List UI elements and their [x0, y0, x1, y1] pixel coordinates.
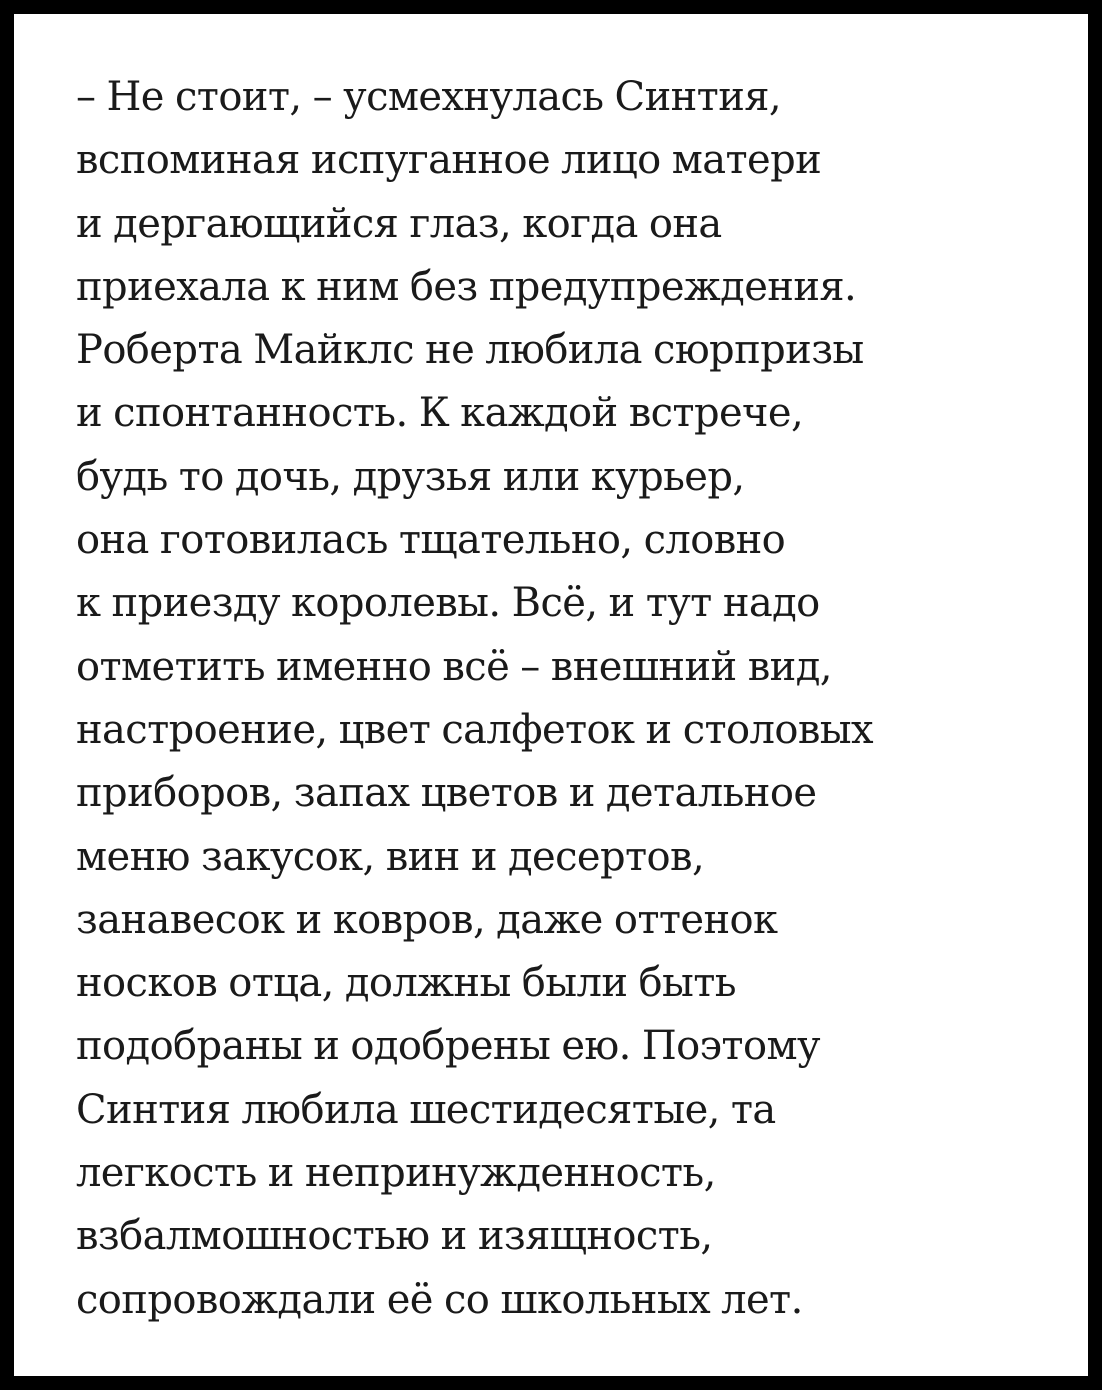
text-line: подобраны и одобрены ею. Поэтому — [76, 1023, 820, 1070]
text-line: отметить именно всё – внешний вид, — [76, 643, 832, 690]
text-line: занавесок и ковров, даже оттенок — [76, 896, 778, 943]
text-line: приборов, запах цветов и детальное — [76, 770, 817, 817]
text-line: вспоминая испуганное лицо матери — [76, 137, 822, 184]
text-line: настроение, цвет салфеток и столовых — [76, 706, 873, 753]
text-line: носков отца, должны были быть — [76, 960, 736, 1007]
text-line: взбалмошностью и изящность, — [76, 1213, 713, 1260]
text-line: и дергающийся глаз, когда она — [76, 200, 722, 247]
text-line: она готовилась тщательно, словно — [76, 517, 786, 564]
text-line: сопровождали её со школьных лет. — [76, 1276, 803, 1323]
text-line: Синтия любила шестидесятые, та — [76, 1086, 776, 1133]
text-line: приехала к ним без предупреждения. — [76, 263, 857, 310]
text-line: будь то дочь, друзья или курьер, — [76, 453, 745, 500]
text-line: – Не стоит, – усмехнулась Синтия, — [76, 74, 782, 120]
text-line: Роберта Майклс не любила сюрпризы — [76, 327, 864, 374]
text-line: к приезду королевы. Всё, и тут надо — [76, 580, 820, 627]
text-line: и спонтанность. К каждой встрече, — [76, 390, 804, 437]
text-line: меню закусок, вин и десертов, — [76, 833, 705, 880]
text-line: легкость и непринужденность, — [76, 1150, 716, 1197]
body-text — [76, 66, 1086, 1332]
